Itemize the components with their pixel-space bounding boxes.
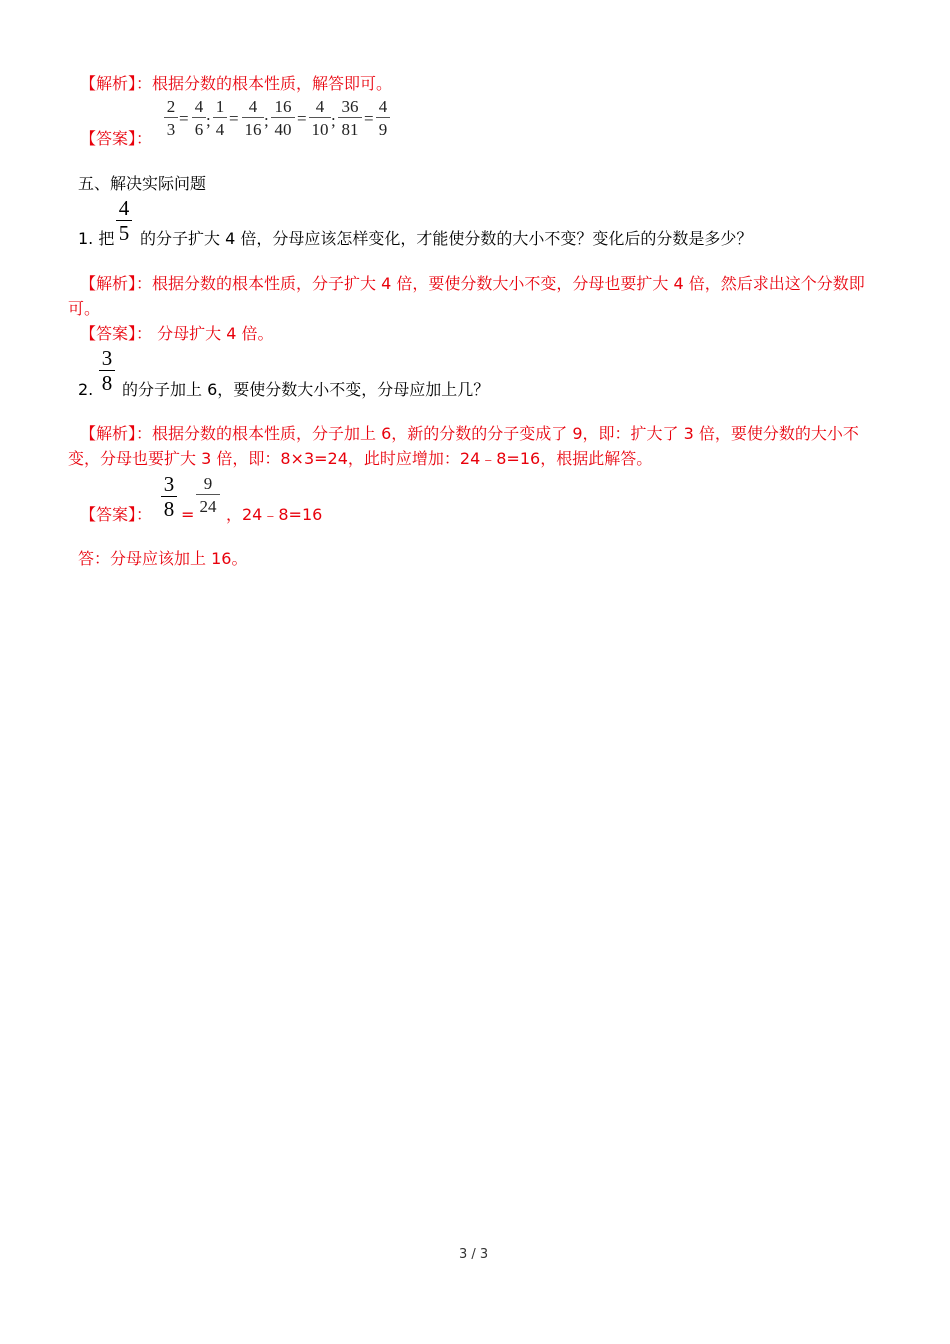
analysis-text: ：根据分数的根本性质，分子加上 6，新的分数的分子变成了 9，即：扩大了 3 倍，要使分数的大小不 [136,424,859,443]
analysis-text: ：根据分数的根本性质，解答即可。 [136,74,393,93]
analysis-line [80,276,865,292]
denominator: 6 [194,120,204,139]
fraction-bar [192,117,206,118]
answer-line [80,326,273,342]
page-number: 3 / 3 [459,1247,489,1262]
numerator: 16 [274,97,292,116]
equals-sign: = [181,505,195,524]
fraction [271,98,295,138]
numerator: 36 [341,97,359,116]
numerator: 1 [215,97,225,116]
numerator: 3 [101,346,113,370]
answer-colon: ： [136,505,153,524]
final-answer: 答：分母应该加上 16。 [78,549,248,568]
equals-sign: = [297,109,307,128]
fraction-bar [196,494,220,495]
fraction [213,98,227,138]
fraction-bar [213,117,227,118]
fraction [338,98,362,138]
answer-text: ，24﹣8=16 [226,505,323,524]
denominator: 10 [311,120,329,139]
answer-tag [80,131,152,147]
numerator: 4 [378,97,388,116]
equals-sign: = [364,109,374,128]
fraction-bar [271,117,295,118]
separator: ; [206,111,211,130]
denominator: 3 [166,120,176,139]
fraction-bar [164,117,178,118]
numerator: 4 [248,97,258,116]
fraction-bar [376,117,390,118]
numerator: 4 [118,196,130,220]
analysis-continuation: 变，分母也要扩大 3 倍，即：8×3=24，此时应增加：24﹣8=16，根据此解答。 [68,449,653,468]
answer-colon: ： [136,129,153,148]
denominator: 9 [378,120,388,139]
denominator: 81 [341,120,359,139]
denominator: 40 [274,120,292,139]
fraction [376,98,390,138]
fraction [196,475,220,515]
fraction [116,198,132,244]
analysis-tag: 【解析】 [80,424,137,443]
question-2-prefix: 2. [78,380,94,399]
analysis-tag: 【解析】 [80,74,137,93]
denominator: 5 [118,221,130,245]
fraction-bar [309,117,331,118]
numerator: 2 [166,97,176,116]
separator: ; [264,111,269,130]
fraction [309,98,331,138]
answer-line [80,507,152,523]
question-1-prefix: 1. 把 [78,229,115,248]
analysis-line [80,76,392,92]
answer-tag: 【答案】 [80,505,137,524]
denominator: 8 [101,371,113,395]
fraction [192,98,206,138]
separator: ; [331,111,336,130]
equals-sign: = [179,109,189,128]
question-1-text: 的分子扩大 4 倍，分母应该怎样变化，才能使分数的大小不变？变化后的分数是多少？ [140,229,753,248]
answer-tag-label: 【答案】 [80,129,137,148]
section-title: 五、解决实际问题 [78,174,207,193]
analysis-line [80,426,859,442]
denominator: 16 [244,120,262,139]
numerator: 9 [203,474,213,493]
fraction [242,98,264,138]
fraction-bar [242,117,264,118]
fraction-bar [338,117,362,118]
fraction [99,348,115,394]
numerator: 3 [163,472,175,496]
denominator: 8 [163,497,175,521]
question-2-text: 的分子加上 6，要使分数大小不变，分母应加上几？ [122,380,490,399]
denominator: 4 [215,120,225,139]
numerator: 4 [194,97,204,116]
numerator: 4 [315,97,325,116]
analysis-text: ：根据分数的根本性质，分子扩大 4 倍，要使分数大小不变，分母也要扩大 4 倍，然后求出这个分数即 [136,274,865,293]
fraction [161,474,177,520]
analysis-continuation: 可。 [68,299,101,318]
answer-text: ： 分母扩大 4 倍。 [136,324,274,343]
denominator: 24 [199,497,217,516]
equals-sign: = [229,109,239,128]
fraction [164,98,178,138]
answer-tag: 【答案】 [80,324,137,343]
analysis-tag: 【解析】 [80,274,137,293]
